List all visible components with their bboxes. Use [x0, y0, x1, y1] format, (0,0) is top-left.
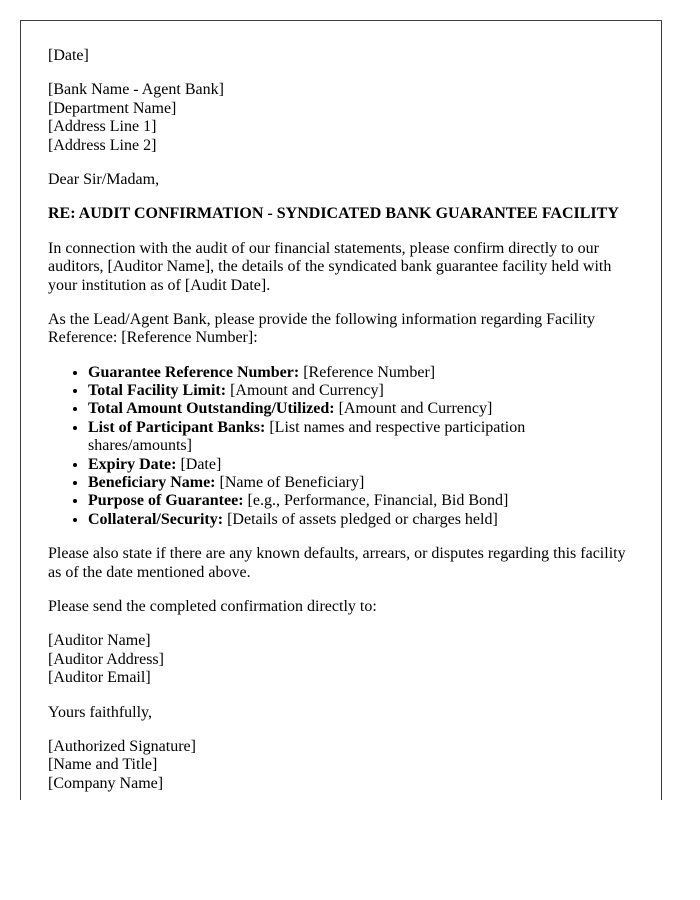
detail-item-purpose [88, 492, 632, 510]
detail-value: [Amount and Currency] [338, 400, 493, 418]
send-to-paragraph: Please send the completed confirmation directly to: [48, 597, 377, 615]
auditor-address-line: [Auditor Address] [48, 650, 164, 668]
company-name-line: [Company Name] [48, 774, 164, 792]
facility-details-list [48, 364, 632, 530]
detail-label: Guarantee Reference Number: [88, 363, 300, 381]
detail-label: Total Facility Limit: [88, 382, 227, 400]
detail-value: [Name of Beneficiary] [219, 474, 365, 492]
closing-line: Yours faithfully, [48, 703, 153, 721]
recipient-address-line-1: [Address Line 1] [48, 118, 157, 136]
auditor-name-line: [Auditor Name] [48, 632, 151, 650]
auditor-contact-block [48, 632, 632, 687]
recipient-address-line-2: [Address Line 2] [48, 136, 157, 154]
recipient-address-block [48, 81, 632, 155]
detail-item-amount-outstanding [88, 400, 632, 418]
detail-label: Collateral/Security: [88, 510, 224, 528]
request-paragraph: As the Lead/Agent Bank, please provide the following information regarding Facility Reference: [Reference Number]: [48, 310, 595, 347]
detail-value: [Details of assets pledged or charges held] [227, 510, 498, 528]
intro-paragraph: In connection with the audit of our financial statements, please confirm directly to our auditors, [Auditor Name], the details of the syndicated bank guarantee facility held with your institution as of [Audit Date]. [48, 239, 612, 294]
recipient-bank-line: [Bank Name - Agent Bank] [48, 81, 224, 99]
auditor-email-line: [Auditor Email] [48, 669, 151, 687]
detail-item-expiry-date [88, 456, 632, 474]
defaults-paragraph: Please also state if there are any known defaults, arrears, or disputes regarding this facility as of the date mentioned above. [48, 545, 626, 581]
subject-line: RE: AUDIT CONFIRMATION - SYNDICATED BANK GUARANTEE FACILITY [48, 205, 619, 223]
detail-value: [List names and respective participation shares/amounts] [88, 418, 526, 455]
detail-label: Expiry Date: [88, 455, 177, 473]
detail-label: Beneficiary Name: [88, 474, 216, 492]
detail-label: List of Participant Banks: [88, 418, 266, 436]
detail-label: Purpose of Guarantee: [88, 492, 244, 510]
detail-value: [e.g., Performance, Financial, Bid Bond] [247, 492, 509, 510]
detail-value: [Date] [180, 455, 222, 473]
detail-item-collateral [88, 511, 632, 529]
authorized-signature-line: [Authorized Signature] [48, 737, 196, 755]
detail-value: [Amount and Currency] [230, 382, 384, 400]
detail-item-guarantee-reference [88, 364, 632, 382]
date-placeholder: [Date] [48, 47, 89, 64]
recipient-department-line: [Department Name] [48, 99, 177, 117]
signature-block [48, 738, 632, 793]
name-title-line: [Name and Title] [48, 756, 158, 774]
letter-page [20, 20, 662, 800]
detail-label: Total Amount Outstanding/Utilized: [88, 400, 335, 418]
detail-item-participant-banks [88, 419, 632, 456]
salutation: Dear Sir/Madam, [48, 170, 160, 188]
detail-item-beneficiary-name [88, 474, 632, 492]
detail-item-facility-limit [88, 382, 632, 400]
detail-value: [Reference Number] [303, 363, 436, 381]
